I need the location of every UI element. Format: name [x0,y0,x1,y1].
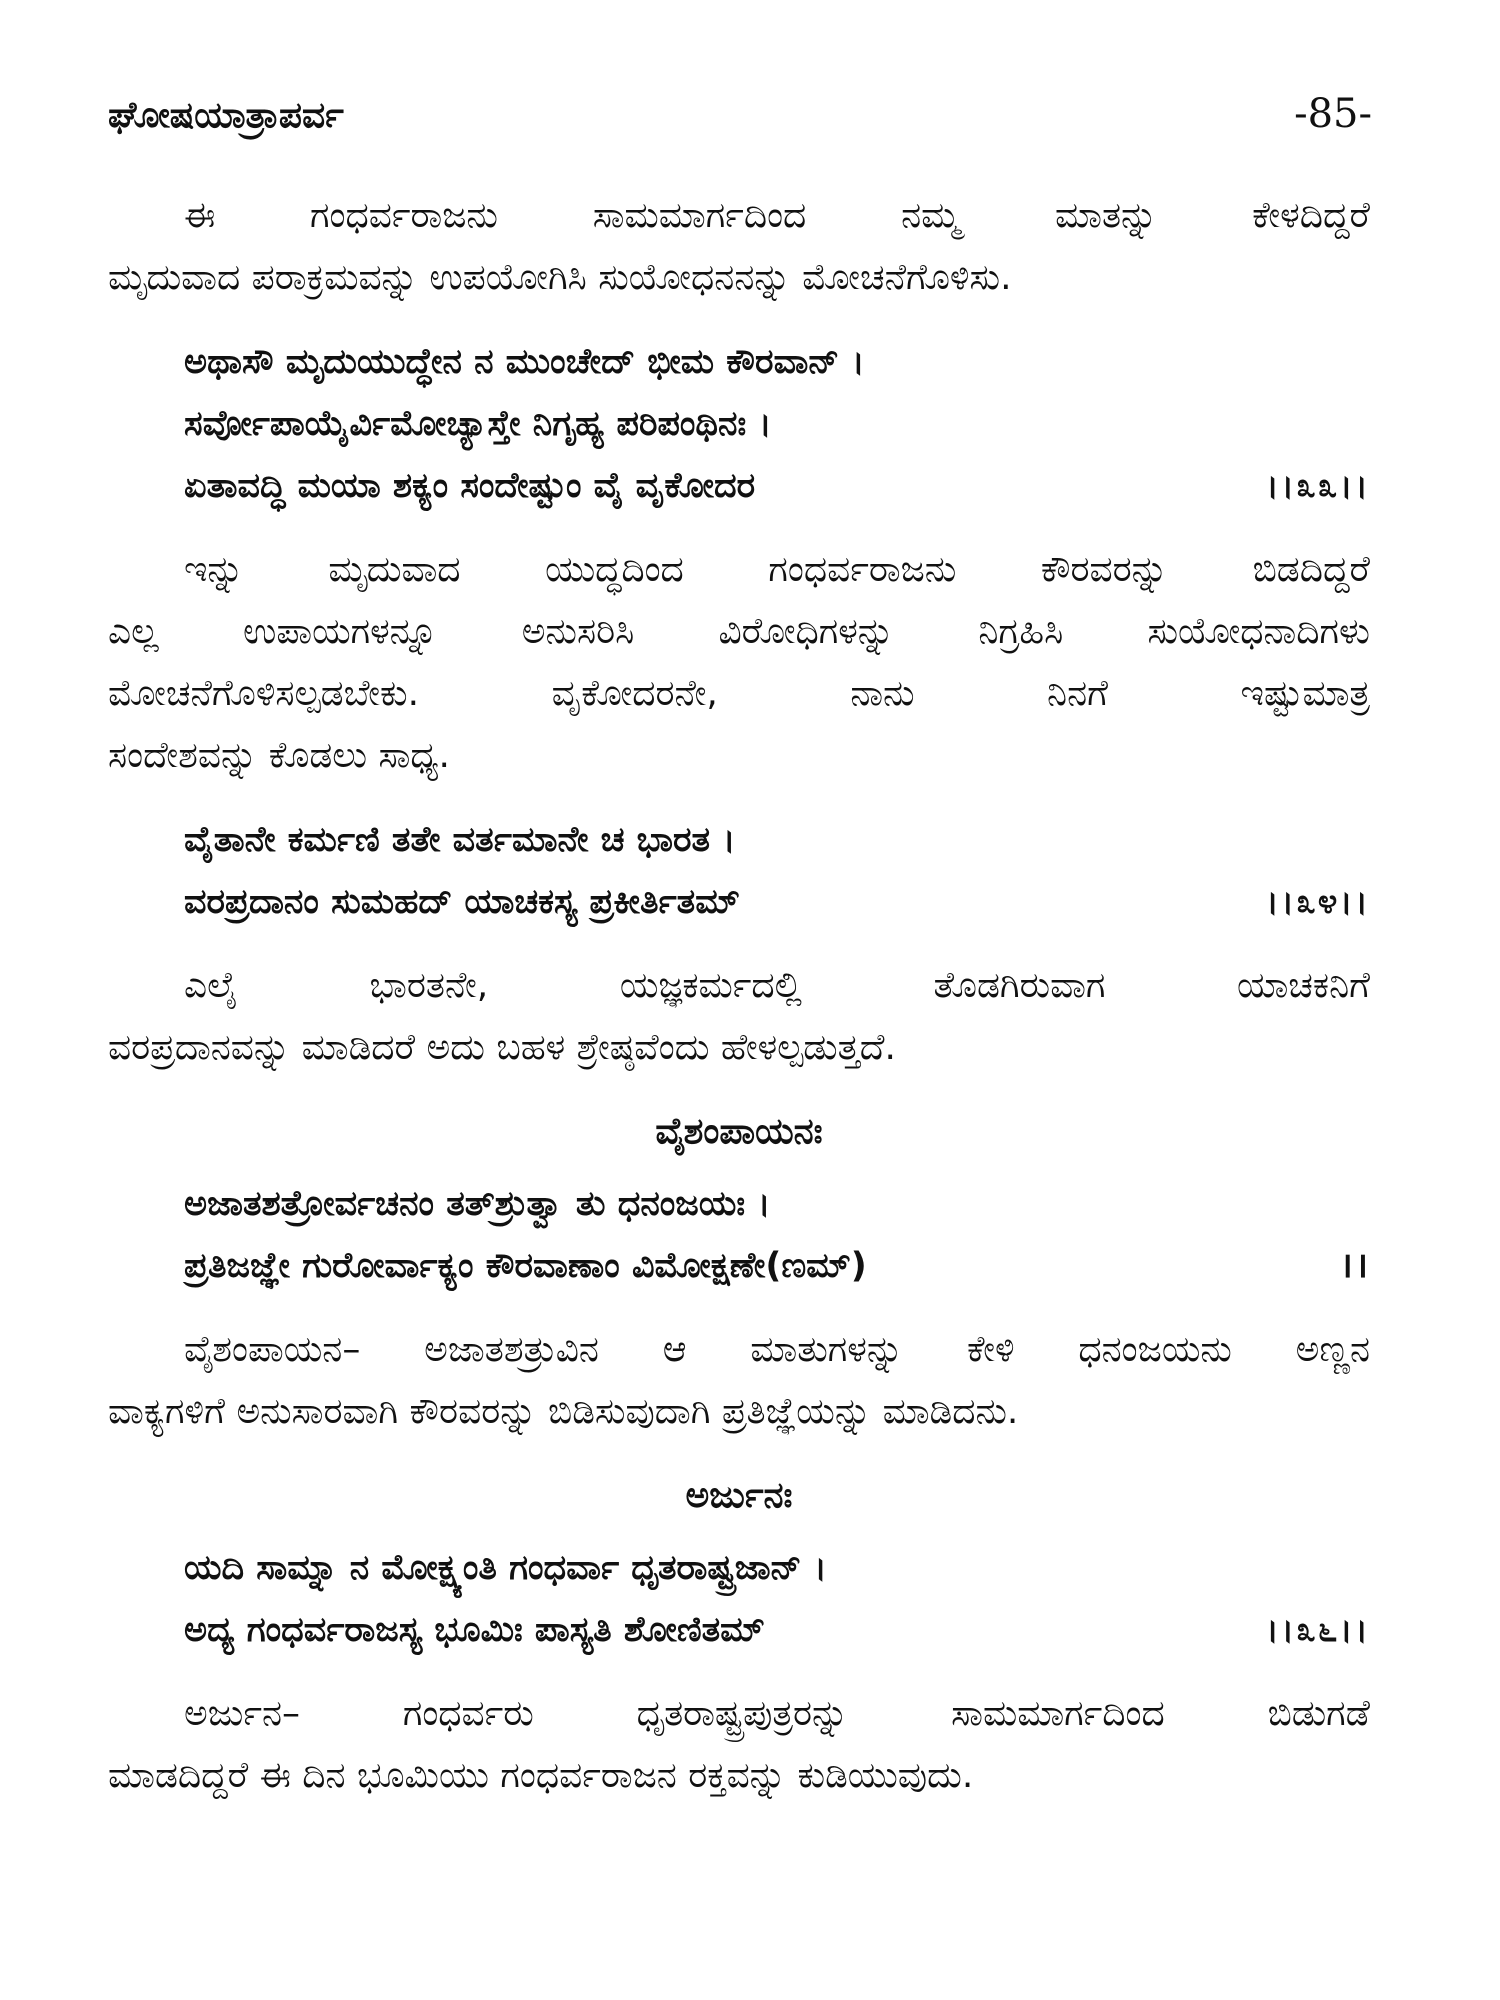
verse-line [184,455,1370,517]
verse-text: ಯದಿ ಸಾಮ್ನಾ ನ ಮೋಕ್ಷ್ಯಂತಿ ಗಂಧರ್ವಾ ಧೃತರಾಷ್ಟ್ರಜಾನ್ । [184,1548,827,1588]
verse-line [184,809,1370,871]
prose-paragraph-3 [108,955,1370,1079]
prose-line: ಎಲ್ಲ ಉಪಾಯಗಳನ್ನೂ ಅನುಸರಿಸಿ ವಿರೋಧಿಗಳನ್ನು ನಿಗ್ರಹಿಸಿ ಸುಯೋಧನಾದಿಗಳು [108,611,1370,652]
prose-line: ಮೋಚನೆಗೊಳಿಸಲ್ಪಡಬೇಕು. ವೃಕೋದರನೇ, ನಾನು ನಿನಗೆ ಇಷ್ಟುಮಾತ್ರ [108,673,1370,714]
prose-line: ಅರ್ಜುನ– ಗಂಧರ್ವರು ಧೃತರಾಷ್ಟ್ರಪುತ್ರರನ್ನು ಸಾಮಮಾರ್ಗದಿಂದ ಬಿಡುಗಡೆ [184,1693,1370,1734]
prose-line: ಈ ಗಂಧರ್ವರಾಜನು ಸಾಮಮಾರ್ಗದಿಂದ ನಮ್ಮ ಮಾತನ್ನು ಕೇಳದಿದ್ದರೆ [184,195,1370,236]
prose-line: ಮೃದುವಾದ ಪರಾಕ್ರಮವನ್ನು ಉಪಯೋಗಿಸಿ ಸುಯೋಧನನನ್ನು ಮೋಚನೆಗೊಳಿಸು. [108,257,1012,298]
page-body [108,185,1370,1829]
prose-paragraph-1 [108,185,1370,309]
verse-line [184,331,1370,393]
verse-text: ಅದ್ಯ ಗಂಧರ್ವರಾಜಸ್ಯ ಭೂಮಿಃ ಪಾಸ್ಯತಿ ಶೋಣಿತಮ್ [184,1610,765,1650]
verse-36 [184,1537,1370,1661]
running-title: ಘೋಷಯಾತ್ರಾಪರ್ವ [108,95,344,136]
verse-text: ವರಪ್ರದಾನಂ ಸುಮಹದ್ ಯಾಚಕಸ್ಯ ಪ್ರಕೀರ್ತಿತಮ್ [184,882,740,922]
prose-line: ಇನ್ನು ಮೃದುವಾದ ಯುದ್ಧದಿಂದ ಗಂಧರ್ವರಾಜನು ಕೌರವರನ್ನು ಬಿಡದಿದ್ದರೆ [184,549,1370,590]
speaker-heading: ವೈಶಂಪಾಯನಃ [655,1111,823,1152]
verse-text: ಅಜಾತಶತ್ರೋರ್ವಚನಂ ತತ್‌ಶ್ರುತ್ವಾ ತು ಧನಂಜಯಃ । [184,1184,771,1224]
verse-text: ವೈತಾನೇ ಕರ್ಮಣಿ ತತೇ ವರ್ತಮಾನೇ ಚ ಭಾರತ । [184,820,736,860]
verse-35 [184,1173,1370,1297]
verse-line [184,1235,1370,1297]
prose-line: ವೈಶಂಪಾಯನ– ಅಜಾತಶತ್ರುವಿನ ಆ ಮಾತುಗಳನ್ನು ಕೇಳಿ ಧನಂಜಯನು ಅಣ್ಣನ [184,1329,1370,1370]
verse-34 [184,809,1370,933]
verse-33 [184,331,1370,517]
prose-paragraph-2 [108,539,1370,787]
prose-line: ವರಪ್ರದಾನವನ್ನು ಮಾಡಿದರೆ ಅದು ಬಹಳ ಶ್ರೇಷ್ಠವೆಂದು ಹೇಳಲ್ಪಡುತ್ತದೆ. [108,1027,896,1068]
verse-number: ।। [1339,1246,1370,1286]
verse-line [184,1599,1370,1661]
verse-line [184,393,1370,455]
page-number: -85- [1294,91,1372,137]
verse-line [184,871,1370,933]
verse-line [184,1537,1370,1599]
verse-text: ಸರ್ವೋಪಾಯೈರ್ವಿಮೋಚ್ಯಾಸ್ತೇ ನಿಗೃಹ್ಯ ಪರಿಪಂಥಿನಃ । [184,404,772,444]
prose-line: ಸಂದೇಶವನ್ನು ಕೊಡಲು ಸಾಧ್ಯ. [108,735,450,776]
verse-line [184,1173,1370,1235]
verse-number: ।।೩೪।। [1265,882,1370,922]
speaker-heading: ಅರ್ಜುನಃ [685,1475,793,1516]
prose-paragraph-4 [108,1319,1370,1443]
prose-paragraph-5 [108,1683,1370,1807]
verse-number: ।।೩೩।। [1265,466,1370,506]
verse-text: ಪ್ರತಿಜಜ್ಞೇ ಗುರೋರ್ವಾಕ್ಯಂ ಕೌರವಾಣಾಂ ವಿಮೋಕ್ಷಣೇ(ಣಮ್) [184,1246,867,1286]
verse-number: ।।೩೬।। [1265,1610,1370,1650]
prose-line: ವಾಕ್ಯಗಳಿಗೆ ಅನುಸಾರವಾಗಿ ಕೌರವರನ್ನು ಬಿಡಿಸುವುದಾಗಿ ಪ್ರತಿಜ್ಞೆಯನ್ನು ಮಾಡಿದನು. [108,1391,1019,1432]
page-header [108,91,1372,155]
prose-line: ಮಾಡದಿದ್ದರೆ ಈ ದಿನ ಭೂಮಿಯು ಗಂಧರ್ವರಾಜನ ರಕ್ತವನ್ನು ಕುಡಿಯುವುದು. [108,1755,974,1796]
verse-text: ಏತಾವದ್ಧಿ ಮಯಾ ಶಕ್ಯಂ ಸಂದೇಷ್ಟುಂ ವೈ ವೃಕೋದರ [184,466,756,506]
prose-line: ಎಲೈ ಭಾರತನೇ, ಯಜ್ಞಕರ್ಮದಲ್ಲಿ ತೊಡಗಿರುವಾಗ ಯಾಚಕನಿಗೆ [184,965,1370,1006]
verse-text: ಅಥಾಸೌ ಮೃದುಯುದ್ಧೇನ ನ ಮುಂಚೇದ್ ಭೀಮ ಕೌರವಾನ್ । [184,342,865,382]
